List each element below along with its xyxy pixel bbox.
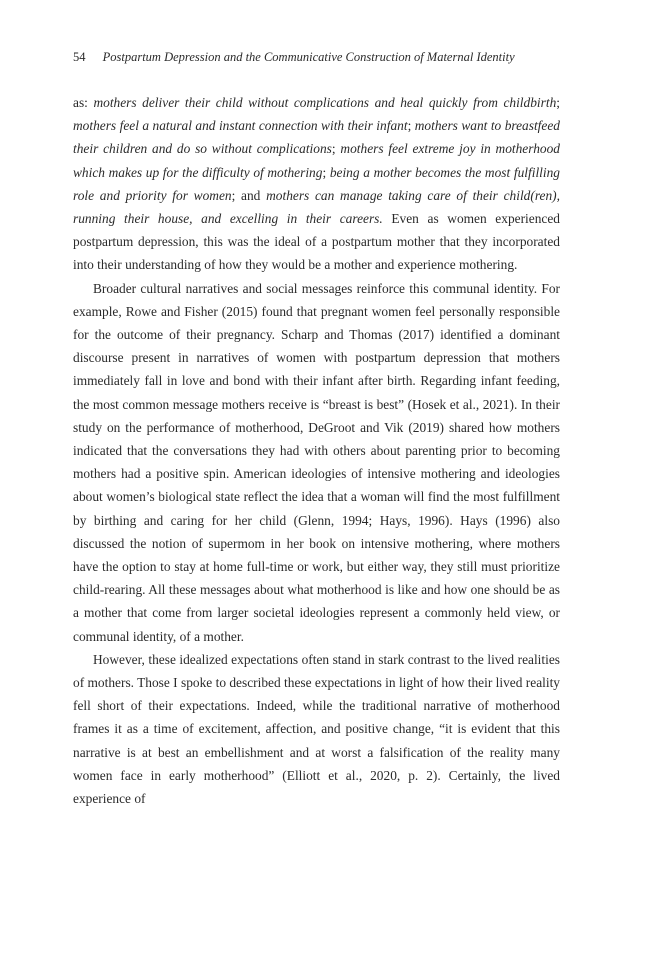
running-title: Postpartum Depression and the Communicative Construction of Maternal Identity [102, 50, 515, 64]
text-run: However, these idealized expectations often stand in stark contrast to the lived realities of mothers. Those I spoke to described these expectations in light of how their lived reality fell short of their expectations. Indeed, while the traditional narrative of motherhood frames it as a time of excitement, affection, and positive change, “it is evident that this narrative is at best an embellishment and at worst a falsification of the reality many women face in early motherhood” (Elliott et al., 2020, p. 2). Certainly, the lived experience of [73, 651, 560, 807]
body-text [73, 91, 560, 810]
text-run: ; [331, 141, 341, 157]
text-run: Broader cultural narratives and social messages reinforce this communal identity. For example, Rowe and Fisher (2015) found that pregnant women feel personally responsible for the outcome of their pregnancy. Scharp and Thomas (2017) identified a dominant discourse present in narratives of women with postpartum depression that mothers immediately fall in love and bond with their infant after birth. Regarding infant feeding, the most common message mothers receive is “breast is best” (Hosek et al., 2021). In their study on the performance of motherhood, DeGroot and Vik (2019) shared how mothers indicated that the conversations they had with others about parenting prior to becoming mothers had a positive spin. American ideologies of intensive mothering and ideologies about women’s biological state reflect the idea that a woman will find the most fulfillment by birthing and caring for her child (Glenn, 1994; Hays, 1996). Hays (1996) also discussed the notion of supermom in her book on intensive mothering, where mothers have the option to stay at home full-time or work, but either way, they still must prioritize child-rearing. All these messages about what motherhood is like and how one should be as a mother that come from larger societal ideologies represent a commonly held view, or communal identity, of a mother. [73, 280, 560, 644]
paragraph [73, 648, 560, 810]
paragraph [73, 91, 560, 277]
italic-text: mothers deliver their child without complications and heal quickly from childbirth [93, 95, 557, 110]
text-run: as: [73, 95, 94, 110]
text-run: ; [322, 164, 330, 180]
page-number: 54 [73, 50, 86, 64]
text-run: ; [407, 118, 415, 134]
italic-text: mothers can manage taking care of their child(ren), running their house, and excelling in their careers. [73, 187, 560, 227]
italic-text: being a mother becomes the most fulfilling role and priority for women [73, 164, 560, 203]
italic-text: mothers want to breastfeed their children and do so without complications [73, 118, 560, 157]
italic-text: mothers feel extreme joy in motherhood which makes up for the difficulty of mothering [73, 141, 561, 180]
text-run: ; and [231, 187, 267, 203]
text-run: ; [556, 95, 560, 110]
italic-text: mothers feel a natural and instant connection with their infant [73, 118, 408, 134]
running-header [73, 49, 563, 65]
paragraph [73, 277, 560, 648]
text-run: Even as women experienced postpartum depression, this was the ideal of a postpartum mother that they incorporated into their understanding of how they would be a mother and experience mothering. [73, 211, 560, 273]
